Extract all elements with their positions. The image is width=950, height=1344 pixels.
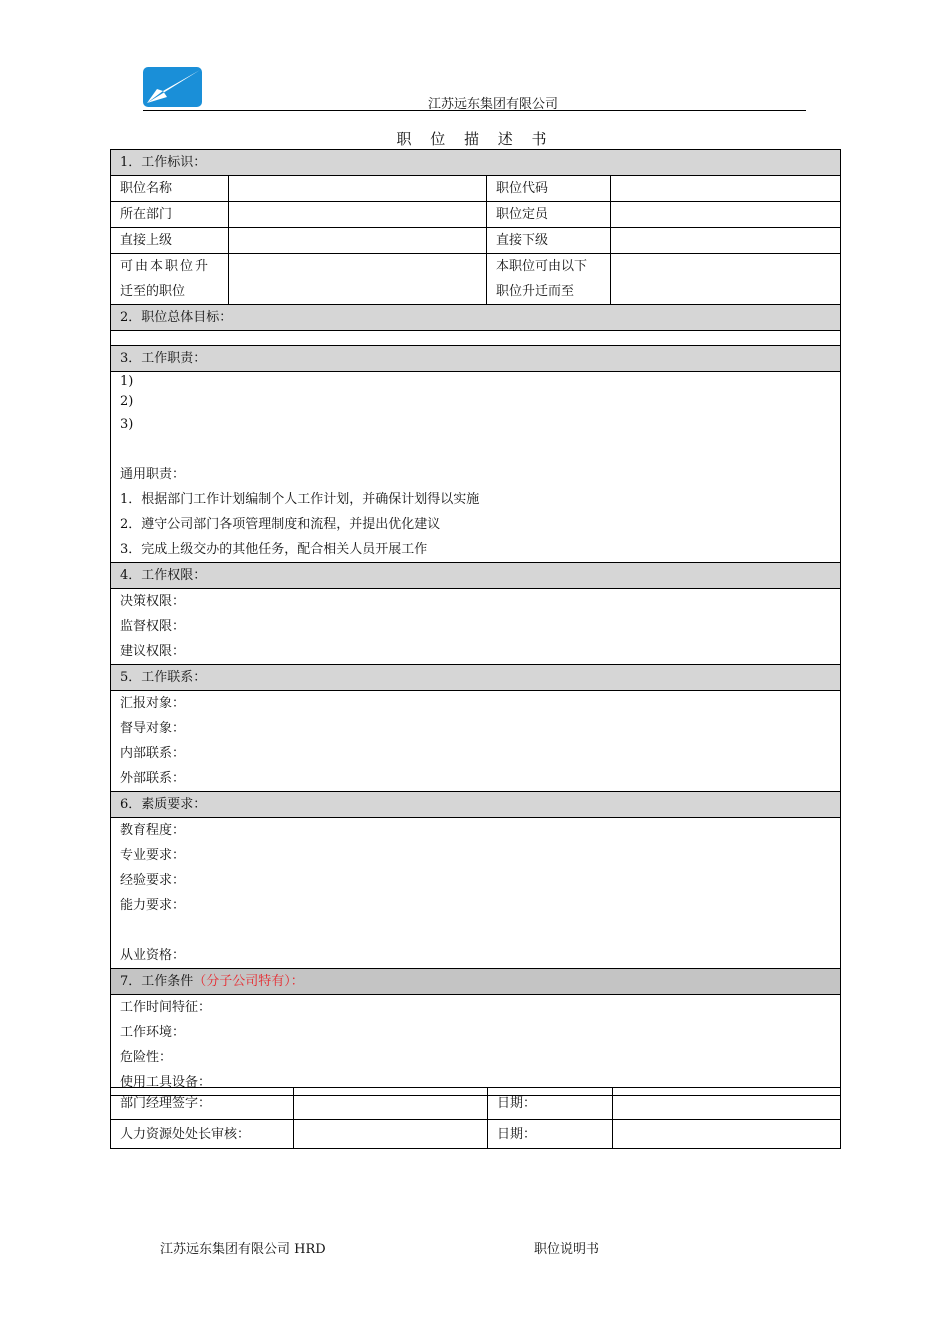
label-promote-from-line1: 本职位可由以下 (496, 259, 588, 274)
page-title: 职 位 描 述 书 (396, 130, 554, 148)
label-manager-signature: 部门经理签字： (111, 1088, 294, 1120)
job-description-form (110, 149, 841, 1096)
label-direct-superior: 直接上级 (111, 228, 229, 254)
section-heading-overall-goal: 2．职位总体目标： (111, 305, 841, 331)
qualifications-body[interactable] (111, 818, 841, 969)
authority-item: 建议权限： (120, 644, 186, 659)
label-headcount: 职位定员 (487, 202, 611, 228)
responsibility-item: 2) (120, 394, 134, 409)
label-hr-review: 人力资源处处长审核： (111, 1120, 294, 1149)
label-promote-to-line1: 可由本职位升 (120, 259, 211, 274)
label-position-name: 职位名称 (111, 176, 229, 202)
qualification-item: 专业要求： (120, 848, 186, 863)
section-heading-identification: 1．工作标识： (111, 150, 841, 176)
general-duty-item: 3．完成上级交办的其他任务，配合相关人员开展工作 (120, 542, 428, 557)
field-position-code[interactable] (611, 176, 841, 202)
field-hr-review[interactable] (294, 1120, 488, 1149)
qualification-item: 能力要求： (120, 898, 186, 913)
footer-doc-type: 职位说明书 (534, 1242, 600, 1257)
footer-company: 江苏远东集团有限公司 HRD (160, 1242, 326, 1257)
relation-item: 汇报对象： (120, 696, 186, 711)
qualification-item: 经验要求： (120, 873, 186, 888)
condition-item: 使用工具设备： (120, 1075, 212, 1090)
condition-item: 危险性： (120, 1050, 173, 1065)
header-divider (143, 110, 806, 111)
field-promote-to[interactable] (229, 254, 487, 305)
responsibility-item: 1) (120, 374, 134, 389)
authority-item: 监督权限： (120, 619, 186, 634)
relation-item: 外部联系： (120, 771, 186, 786)
general-duty-item: 2．遵守公司部门各项管理制度和流程，并提出优化建议 (120, 517, 441, 532)
field-manager-date[interactable] (613, 1088, 841, 1120)
general-duty-item: 1．根据部门工作计划编制个人工作计划，并确保计划得以实施 (120, 492, 480, 507)
authority-item: 决策权限： (120, 594, 186, 609)
relation-item: 督导对象： (120, 721, 186, 736)
field-promote-from[interactable] (611, 254, 841, 305)
field-direct-subordinate[interactable] (611, 228, 841, 254)
signature-table (110, 1087, 841, 1149)
label-promote-from (487, 254, 611, 305)
responsibilities-body[interactable] (111, 372, 841, 563)
field-hr-date[interactable] (613, 1120, 841, 1149)
field-headcount[interactable] (611, 202, 841, 228)
section-heading-conditions-label: 7．工作条件 (120, 974, 194, 989)
label-department: 所在部门 (111, 202, 229, 228)
relation-item: 内部联系： (120, 746, 186, 761)
company-logo (143, 67, 202, 107)
section-heading-relations: 5．工作联系： (111, 665, 841, 691)
field-overall-goal[interactable] (111, 331, 841, 346)
qualification-certificate: 从业资格： (120, 948, 186, 963)
section-heading-responsibilities: 3．工作职责： (111, 346, 841, 372)
field-manager-signature[interactable] (294, 1088, 488, 1120)
responsibility-item: 3) (120, 417, 134, 432)
label-promote-to-line2: 迁至的职位 (120, 284, 186, 299)
section-heading-qualifications: 6．素质要求： (111, 792, 841, 818)
condition-item: 工作时间特征： (120, 1000, 212, 1015)
section-heading-conditions (111, 969, 841, 995)
label-promote-from-line2: 职位升迁而至 (496, 284, 575, 299)
field-direct-superior[interactable] (229, 228, 487, 254)
header-company-name: 江苏远东集团有限公司 (428, 97, 559, 112)
label-hr-date: 日期： (488, 1120, 613, 1149)
section-heading-conditions-note: （分子公司特有）： (193, 974, 304, 989)
field-position-name[interactable] (229, 176, 487, 202)
label-position-code: 职位代码 (487, 176, 611, 202)
condition-item: 工作环境： (120, 1025, 186, 1040)
section-heading-authority: 4．工作权限： (111, 563, 841, 589)
authority-body[interactable] (111, 589, 841, 665)
general-duties-title: 通用职责： (120, 467, 186, 482)
qualification-item: 教育程度： (120, 823, 186, 838)
field-department[interactable] (229, 202, 487, 228)
relations-body[interactable] (111, 691, 841, 792)
label-direct-subordinate: 直接下级 (487, 228, 611, 254)
label-promote-to (111, 254, 229, 305)
conditions-body[interactable] (111, 995, 841, 1096)
label-manager-date: 日期： (488, 1088, 613, 1120)
